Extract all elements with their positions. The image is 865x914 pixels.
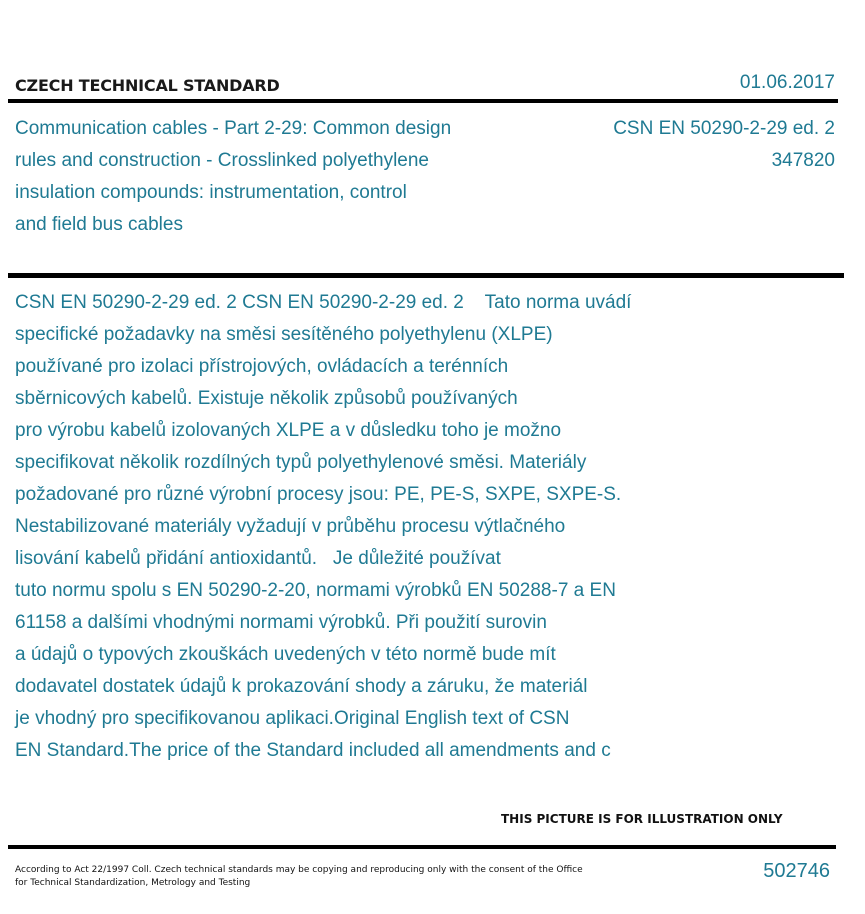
abstract-line: používané pro izolaci přístrojových, ovládacích a terénních bbox=[15, 356, 509, 377]
abstract-line: EN Standard.The price of the Standard included all amendments and c bbox=[15, 740, 611, 761]
abstract-text bbox=[15, 287, 735, 767]
classification-code: 347820 bbox=[771, 150, 835, 171]
subject-line: Communication cables - Part 2-29: Common design bbox=[15, 118, 452, 139]
abstract-line: 61158 a dalšími vhodnými normami výrobků. Při použití surovin bbox=[15, 612, 547, 633]
standard-identifier bbox=[613, 113, 835, 177]
document-type-heading: CZECH TECHNICAL STANDARD bbox=[15, 76, 280, 95]
abstract-line: CSN EN 50290-2-29 ed. 2 CSN EN 50290-2-29 ed. 2 Tato norma uvádí bbox=[15, 292, 632, 313]
legal-line: for Technical Standardization, Metrology and Testing bbox=[15, 878, 251, 888]
abstract-line: dodavatel dostatek údajů k prokazování shody a záruku, že materiál bbox=[15, 676, 588, 697]
abstract-line: je vhodný pro specifikovanou aplikaci.Original English text of CSN bbox=[15, 708, 570, 729]
legal-line: According to Act 22/1997 Coll. Czech technical standards may be copying and reproducing only with the consent of the Office bbox=[15, 865, 583, 875]
abstract-line: a údajů o typových zkouškách uvedených v této normě bude mít bbox=[15, 644, 556, 665]
abstract-line: sběrnicových kabelů. Existuje několik způsobů používaných bbox=[15, 388, 518, 409]
standard-subject bbox=[15, 113, 575, 241]
document-code: 502746 bbox=[763, 860, 830, 882]
legal-notice bbox=[15, 864, 585, 890]
footer-divider bbox=[8, 845, 836, 849]
abstract-line: Nestabilizované materiály vyžadují v průběhu procesu výtlačného bbox=[15, 516, 566, 537]
subject-line: and field bus cables bbox=[15, 214, 183, 235]
standard-number: CSN EN 50290-2-29 ed. 2 bbox=[613, 118, 835, 139]
subject-line: insulation compounds: instrumentation, control bbox=[15, 182, 407, 203]
abstract-line: tuto normu spolu s EN 50290-2-20, normami výrobků EN 50288-7 a EN bbox=[15, 580, 616, 601]
abstract-line: specifikovat několik rozdílných typů polyethylenové směsi. Materiály bbox=[15, 452, 587, 473]
section-divider bbox=[8, 273, 844, 278]
illustration-disclaimer: THIS PICTURE IS FOR ILLUSTRATION ONLY bbox=[501, 812, 783, 826]
publication-date: 01.06.2017 bbox=[739, 72, 835, 93]
abstract-line: pro výrobu kabelů izolovaných XLPE a v důsledku toho je možno bbox=[15, 420, 562, 441]
abstract-line: specifické požadavky na směsi sesítěného polyethylenu (XLPE) bbox=[15, 324, 553, 345]
subject-line: rules and construction - Crosslinked polyethylene bbox=[15, 150, 429, 171]
header-divider bbox=[8, 99, 838, 103]
abstract-line: lisování kabelů přidání antioxidantů. Je důležité používat bbox=[15, 548, 501, 569]
abstract-line: požadované pro různé výrobní procesy jsou: PE, PE-S, SXPE, SXPE-S. bbox=[15, 484, 622, 505]
